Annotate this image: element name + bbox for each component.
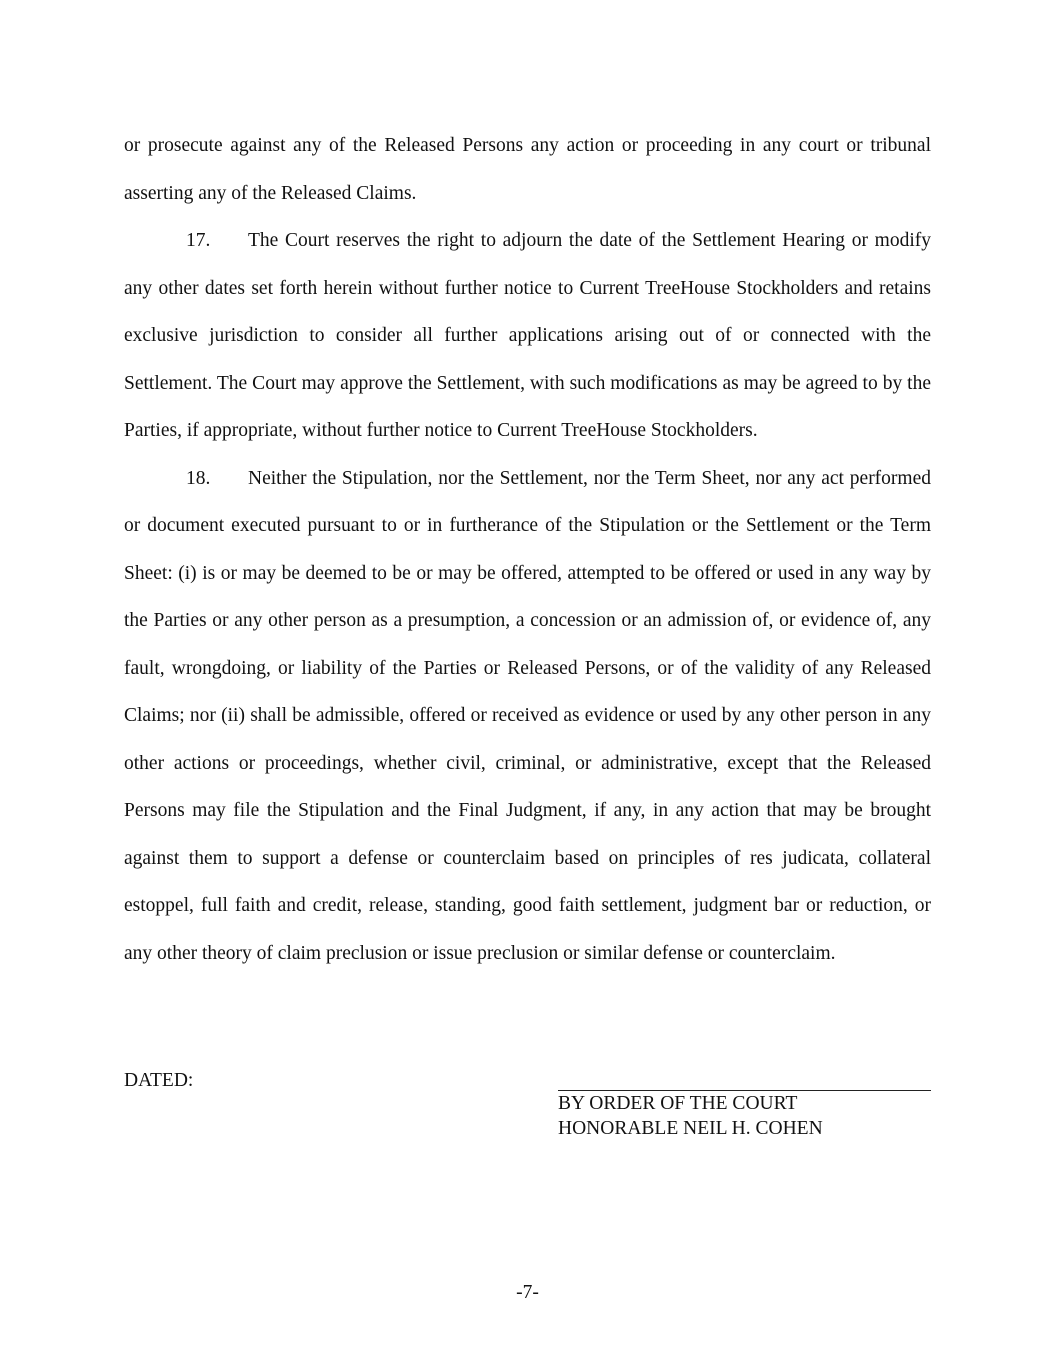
paragraph-18-number: 18.: [186, 467, 211, 489]
document-body: [124, 122, 931, 977]
paragraph-18: [124, 455, 931, 978]
paragraph-17-number: 17.: [186, 230, 211, 251]
signature-line: [558, 1068, 931, 1091]
signature-line-2: HONORABLE NEIL H. COHEN: [558, 1118, 823, 1139]
continued-paragraph: or prosecute against any of the Released Persons any action or proceeding in any court or tribunal asserting any of the Released Claims.: [124, 135, 931, 204]
paragraph-18-text: Neither the Stipulation, nor the Settlement, nor the Term Sheet, nor any act performed or document executed pursuant to or in furtherance of the Stipulation or the Settlement or the Term Sheet: (i) is or may be deemed to be or may be offered, attempted to be offered or used in any way by the Parties or any other person as a presumption, a concession or an admission of, or evidence of, any fault, wrongdoing, or liability of the Parties or Released Persons, or of the validity of any Released Claims; nor (ii) shall be admissible, offered or received as evidence or used by any other person in any other actions or proceedings, whether civil, criminal, or administrative, except that the Released Persons may file the Stipulation and the Final Judgment, if any, in any action that may be brought against them to support a defense or counterclaim based on principles of res judicata, collateral estoppel, full faith and credit, release, standing, good faith settlement, judgment bar or reduction, or any other theory of claim preclusion or issue preclusion or similar defense or counterclaim.: [124, 467, 931, 964]
page-number: -7-: [516, 1282, 539, 1303]
signature-line-1: BY ORDER OF THE COURT: [558, 1093, 798, 1114]
dated-label: DATED:: [124, 1070, 194, 1091]
paragraph-17: [124, 217, 931, 455]
signature-block: [558, 1068, 931, 1141]
paragraph-17-text: The Court reserves the right to adjourn the date of the Settlement Hearing or modify any other dates set forth herein without further notice to Current TreeHouse Stockholders and retains exclusive jurisdiction to consider all further applications arising out of or connected with the Settlement. The Court may approve the Settlement, with such modifications as may be agreed to by the Parties, if appropriate, without further notice to Current TreeHouse Stockholders.: [124, 230, 931, 441]
